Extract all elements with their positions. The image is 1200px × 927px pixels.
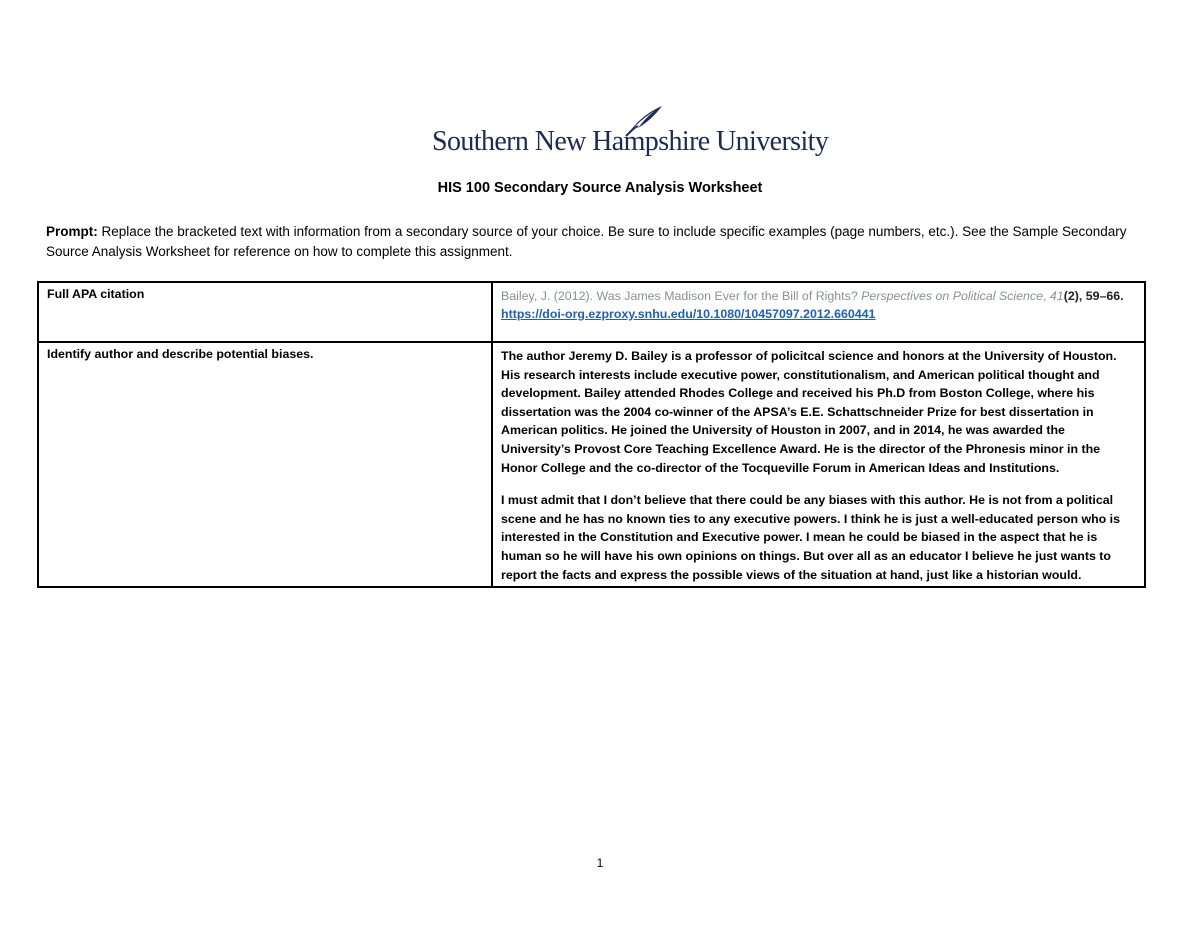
prompt-label: Prompt: bbox=[46, 224, 98, 239]
worksheet-table bbox=[37, 281, 1146, 588]
citation-volume: 41 bbox=[1049, 289, 1064, 303]
page-number: 1 bbox=[596, 856, 604, 870]
citation-journal: Perspectives on Political Science bbox=[861, 289, 1043, 303]
table-row bbox=[38, 282, 1145, 342]
citation-issue-pages: (2), 59–66. bbox=[1063, 289, 1124, 303]
citation-cell bbox=[492, 282, 1145, 342]
row-label: Identify author and describe potential biases. bbox=[38, 342, 492, 587]
page-title: HIS 100 Secondary Source Analysis Worksheet bbox=[437, 180, 763, 196]
author-description: The author Jeremy D. Bailey is a professor of policitcal science and honors at the University of Houston. His research interests include executive power, constitutionalism, and American political thought and development. Bailey attended Rhodes College and received his Ph.D from Boston College, where his dissertation was the 2004 co-winner of the APSA’s E.E. Schattschneider Prize for best dissertation in American politics. He joined the University of Houston in 2007, and in 2014, he was awarded the University’s Provost Core Teaching Excellence Award. He is the director of the Phronesis minor in the Honor College and the co-director of the Tocqueville Forum in American Ideas and Institutions. bbox=[501, 349, 1117, 475]
row-label: Full APA citation bbox=[38, 282, 492, 342]
university-logo bbox=[432, 104, 829, 166]
biases-cell bbox=[492, 342, 1145, 587]
table-row bbox=[38, 342, 1145, 587]
citation-doi-link[interactable]: https://doi-org.ezproxy.snhu.edu/10.1080/10457097.2012.660441 bbox=[501, 307, 876, 321]
citation-separator: , bbox=[1043, 289, 1050, 303]
prompt-paragraph bbox=[46, 222, 1136, 262]
citation-authors-title: Bailey, J. (2012). Was James Madison Ever for the Bill of Rights? bbox=[501, 289, 862, 303]
logo-wordmark: Southern New Hampshire University bbox=[432, 126, 829, 157]
bias-discussion: I must admit that I don’t believe that there could be any biases with this author. He is not from a political scene and he has no known ties to any executive powers. I think he is just a well-educated person who is interested in the Constitution and Executive power. I mean he could be biased in the aspect that he is human so he will have his own opinions on things. But over all as an educator I believe he just wants to report the facts and express the possible views of the situation at hand, just like a historian would. bbox=[501, 493, 1121, 582]
prompt-text: Replace the bracketed text with information from a secondary source of your choice. Be sure to include specific examples (page numbers, etc.). See the Sample Secondary Source Analysis Worksheet for reference on how to complete this assignment. bbox=[46, 224, 1127, 259]
